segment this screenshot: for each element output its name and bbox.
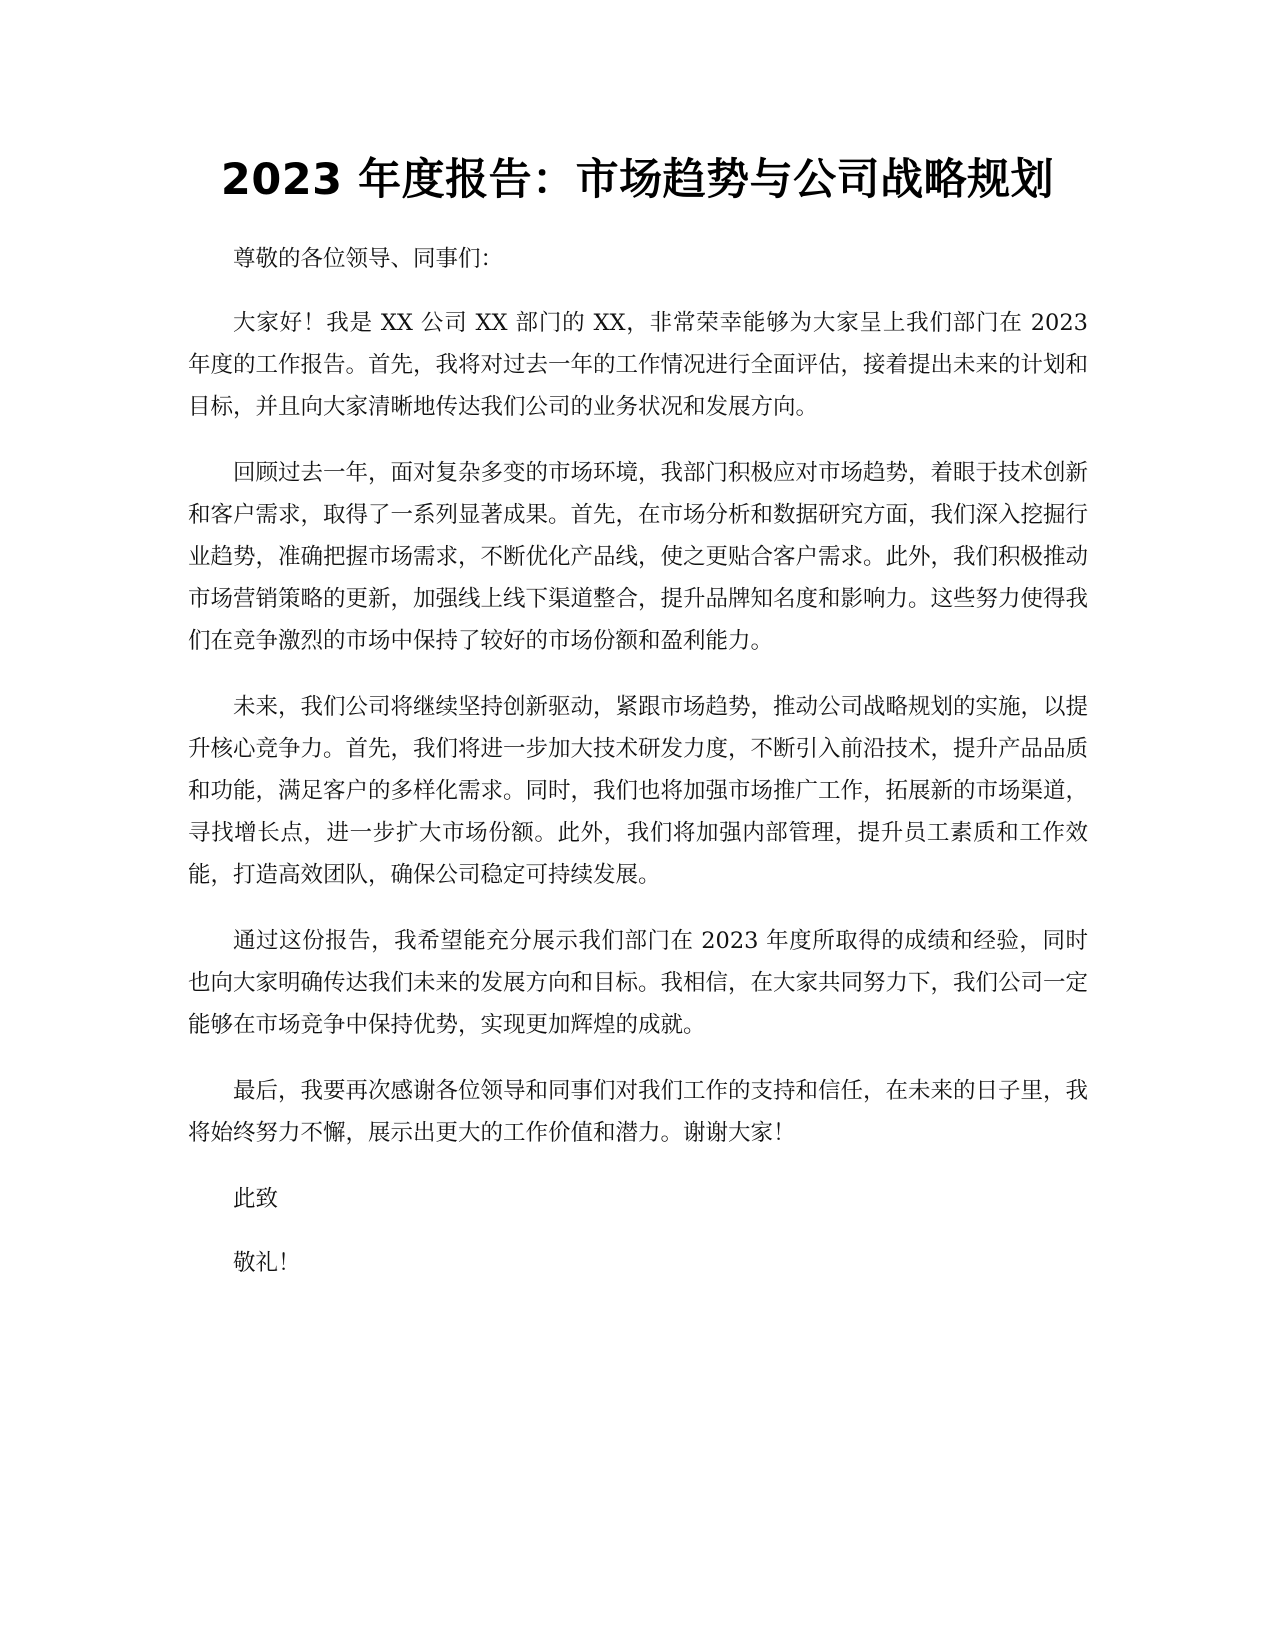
paragraph-future: 未来，我们公司将继续坚持创新驱动，紧跟市场趋势，推动公司战略规划的实施，以提升核心竞争力。首先，我们将进一步加大技术研发力度，不断引入前沿技术，提升产品品质和功能，满足客户的多样化需求。同时，我们也将加强市场推广工作，拓展新的市场渠道，寻找增长点，进一步扩大市场份额。此外，我们将加强内部管理，提升员工素质和工作效能，打造高效团队，确保公司稳定可持续发展。	[188, 694, 1089, 888]
closing-regards: 敬礼！	[233, 1250, 301, 1276]
paragraph-review: 回顾过去一年，面对复杂多变的市场环境，我部门积极应对市场趋势，着眼于技术创新和客户需求，取得了一系列显著成果。首先，在市场分析和数据研究方面，我们深入挖掘行业趋势，准确把握市场需求，不断优化产品线，使之更贴合客户需求。此外，我们积极推动市场营销策略的更新，加强线上线下渠道整合，提升品牌知名度和影响力。这些努力使得我们在竞争激烈的市场中保持了较好的市场份额和盈利能力。	[188, 460, 1089, 654]
paragraph-thanks: 最后，我要再次感谢各位领导和同事们对我们工作的支持和信任，在未来的日子里，我将始终努力不懈，展示出更大的工作价值和潜力。谢谢大家！	[188, 1078, 1089, 1146]
paragraph-intro: 大家好！我是 XX 公司 XX 部门的 XX，非常荣幸能够为大家呈上我们部门在 2023 年度的工作报告。首先，我将对过去一年的工作情况进行全面评估，接着提出未来的计划和目标，并且向大家清晰地传达我们公司的业务状况和发展方向。	[188, 310, 1089, 420]
document-title: 2023 年度报告：市场趋势与公司战略规划	[220, 155, 1055, 205]
closing-line: 此致	[233, 1186, 279, 1212]
document-body	[188, 238, 1088, 1306]
paragraph-summary: 通过这份报告，我希望能充分展示我们部门在 2023 年度所取得的成绩和经验，同时也向大家明确传达我们未来的发展方向和目标。我相信，在大家共同努力下，我们公司一定能够在市场竞争中保持优势，实现更加辉煌的成就。	[188, 928, 1089, 1038]
salutation: 尊敬的各位领导、同事们：	[233, 246, 504, 272]
